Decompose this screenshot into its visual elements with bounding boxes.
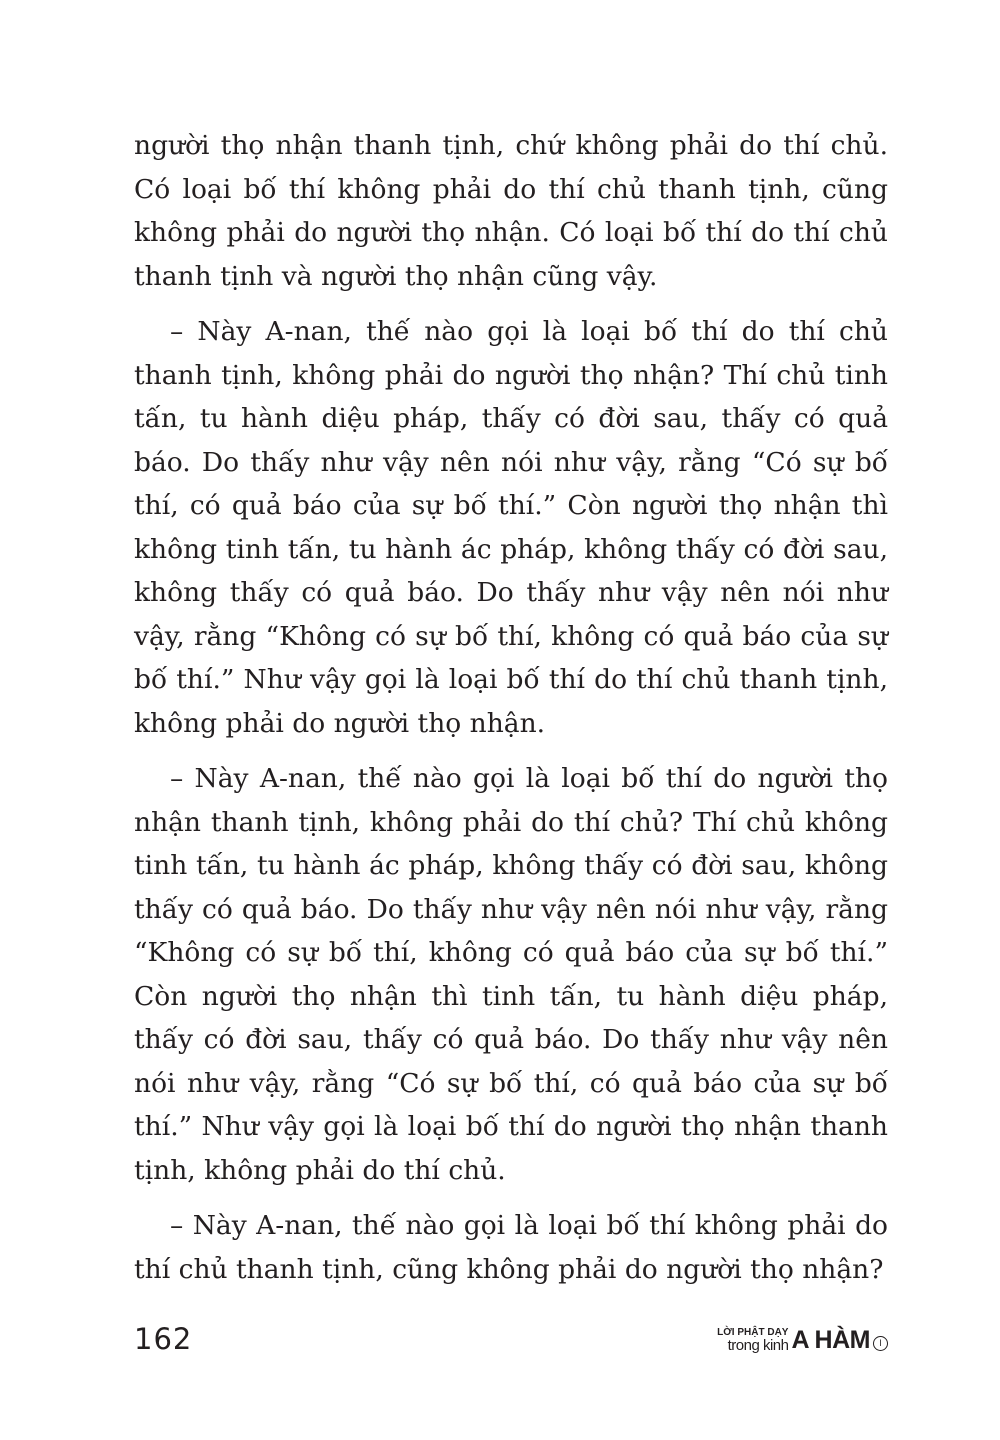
book-series-logo [717, 1328, 888, 1353]
logo-subtitle [717, 1328, 788, 1353]
page-body [134, 124, 888, 1303]
paragraph-2: – Này A-nan, thế nào gọi là loại bố thí do thí chủ thanh tịnh, không phải do người thọ nhận? Thí chủ tinh tấn, tu hành diệu pháp, thấy có đời sau, thấy có quả báo. Do thấy như vậy nên nói như vậy, rằng “Có sự bố thí, có quả báo của sự bố thí.” Còn người thọ nhận thì không tinh tấn, tu hành ác pháp, không thấy có đời sau, không thấy có quả báo. Do thấy như vậy nên nói như vậy, rằng “Không có sự bố thí, không có quả báo của sự bố thí.” Như vậy gọi là loại bố thí do thí chủ thanh tịnh, không phải do người thọ nhận. [134, 316, 888, 739]
paragraph-4: – Này A-nan, thế nào gọi là loại bố thí không phải do thí chủ thanh tịnh, cũng không phải do người thọ nhận? [134, 1210, 888, 1285]
page-number: 162 [134, 1322, 193, 1356]
volume-badge: I [873, 1336, 888, 1351]
paragraph-1: người thọ nhận thanh tịnh, chứ không phải do thí chủ. Có loại bố thí không phải do thí chủ thanh tịnh, cũng không phải do người thọ nhận. Có loại bố thí do thí chủ thanh tịnh và người thọ nhận cũng vậy. [134, 130, 888, 292]
logo-top-line: LỜI PHẬT DẠY [717, 1327, 789, 1338]
logo-title: A HÀM [791, 1326, 870, 1354]
logo-bottom-line: trong kinh [727, 1337, 789, 1354]
paragraph-3: – Này A-nan, thế nào gọi là loại bố thí do người thọ nhận thanh tịnh, không phải do thí chủ? Thí chủ không tinh tấn, tu hành ác pháp, không thấy có đời sau, không thấy có quả báo. Do thấy như vậy nên nói như vậy, rằng “Không có sự bố thí, không có quả báo của sự bố thí.” Còn người thọ nhận thì tinh tấn, tu hành diệu pháp, thấy có đời sau, thấy có quả báo. Do thấy như vậy nên nói như vậy, rằng “Có sự bố thí, có quả báo của sự bố thí.” Như vậy gọi là loại bố thí do người thọ nhận thanh tịnh, không phải do thí chủ. [134, 763, 888, 1186]
